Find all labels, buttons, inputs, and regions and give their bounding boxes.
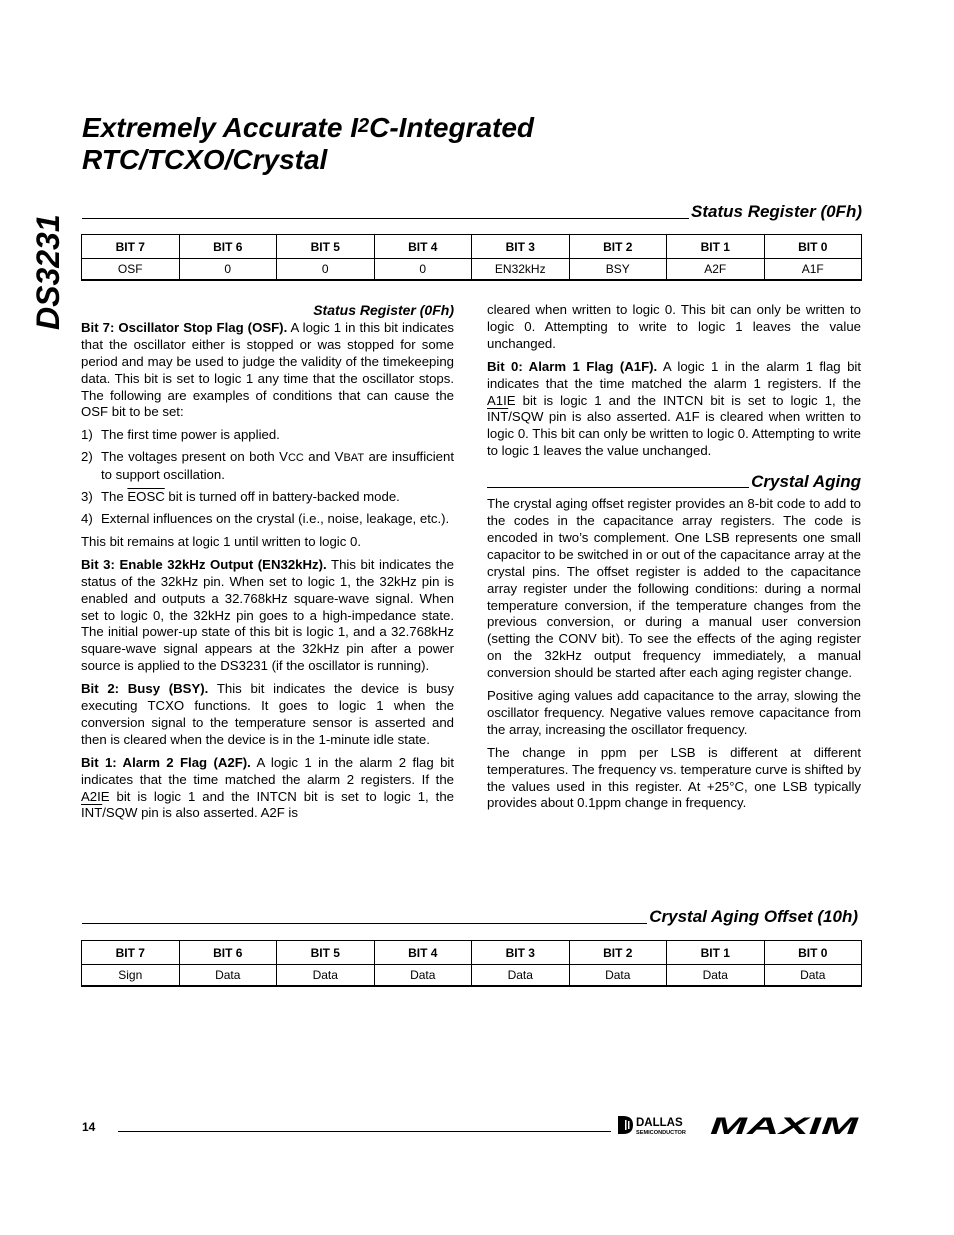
bit7-label: Bit 7: Oscillator Stop Flag (OSF). — [81, 319, 288, 335]
bit1-text-end: /SQW pin is also asserted. A2F is — [102, 805, 298, 821]
side-part-number: DS3231 — [30, 214, 66, 330]
heading-text: Crystal Aging Offset (10h) — [649, 907, 858, 926]
table-cell: 0 — [277, 259, 375, 280]
int-overline: $\overline{INT}$ — [487, 409, 509, 425]
bit2-label: Bit 2: Busy (BSY). — [81, 681, 209, 697]
list-item — [81, 427, 454, 444]
aging-offset-table — [81, 940, 862, 987]
semiconductor-wordmark: SEMICONDUCTOR — [636, 1130, 686, 1136]
status-register-subhead: Status Register (0Fh) — [313, 302, 454, 318]
bit2-text: This bit indicates the device is busy executing TCXO functions. It goes to logic 1 when the conversion signal to the temperature sensor is asserted and then is cleared when the device is in the 1-minute idle state. — [81, 681, 454, 747]
table-cell: Data — [667, 965, 765, 986]
eosc-overline: EOSC — [127, 489, 165, 505]
left-column — [81, 302, 454, 828]
heading-text: Status Register (0Fh) — [691, 202, 862, 221]
status-register-heading — [82, 202, 862, 222]
table-header-cell: BIT 1 — [667, 941, 765, 965]
table-cell: EN32kHz — [472, 259, 570, 280]
dallas-mark-icon — [618, 1116, 633, 1134]
bit0-label: Bit 0: Alarm 1 Flag (A1F). — [487, 358, 658, 374]
list-text-part: are insufficient to support oscillation. — [101, 449, 454, 483]
list-number: 1) — [81, 427, 93, 443]
table-cell: Data — [569, 965, 667, 986]
aging-paragraph-2: Positive aging values add capacitance to the array, slowing the oscillator frequency. Negative values remove capacitance from the array, increasing the oscillator frequency. — [487, 688, 861, 737]
list-text: The first time power is applied. — [101, 427, 280, 443]
bit1-text: A logic 1 in the alarm 2 flag bit indicates that the time matched the alarm 2 registers. If the A2IE bit is logic 1 and the INTCN bit is set to logic 1, the — [81, 754, 454, 804]
page-title — [82, 112, 534, 176]
list-number: 4) — [81, 510, 93, 526]
table-cell: Data — [179, 965, 277, 986]
aging-paragraph-3: The change in ppm per LSB is different at different temperatures. The frequency vs. temperature curve is shifted by the values used in this register. At +25°C, one LSB typically provides about 0.1ppm change in frequency. — [487, 744, 861, 811]
dallas-wordmark: DALLAS — [636, 1117, 683, 1129]
table-header-cell: BIT 4 — [374, 941, 472, 965]
osf-remains-paragraph: This bit remains at logic 1 until written to logic 0. — [81, 533, 361, 549]
table-cell: Sign — [82, 965, 180, 986]
table-header-cell: BIT 5 — [277, 941, 375, 965]
table-header-cell: BIT 0 — [764, 235, 862, 259]
table-cell: Data — [472, 965, 570, 986]
table-row — [82, 965, 862, 986]
table-header-cell: BIT 4 — [374, 235, 472, 259]
table-header-cell: BIT 7 — [82, 941, 180, 965]
table-header-cell: BIT 3 — [472, 235, 570, 259]
aging-paragraph-1: The crystal aging offset register provides an 8-bit code to add to the codes in the capacitance array registers. The code is encoded in two’s complement. One LSB represents one small capacitor to be switched in or out of the capacitance array at the crystal pins. The offset register is added to the capacitance array register under the following conditions: during a normal temperature conversion, if the temperature changes from the previous conversion, or during a manual user conversion (setting the CONV bit). To see the effects of the aging register on the 32kHz output frequency immediately, a manual conversion should be started after each aging register change. — [487, 496, 861, 681]
a2f-continued-paragraph: cleared when written to logic 0. This bit can only be written to logic 0. Attempting to write to logic 1 leaves the value unchanged. — [487, 302, 861, 351]
table-cell: 0 — [179, 259, 277, 280]
list-item — [81, 489, 454, 506]
title-line-2: RTC/TCXO/Crystal — [82, 144, 328, 175]
aging-offset-heading — [82, 907, 858, 927]
list-number: 3) — [81, 489, 93, 505]
table-row — [82, 259, 862, 280]
heading-rule — [82, 923, 647, 924]
crystal-aging-heading — [487, 474, 861, 491]
bit7-paragraph — [81, 320, 454, 421]
table-cell: BSY — [569, 259, 667, 280]
title-text-a: Extremely Accurate I — [82, 112, 358, 143]
heading-rule — [82, 218, 689, 219]
table-header-row — [82, 235, 862, 259]
dallas-semiconductor-logo — [617, 1113, 705, 1137]
bit3-paragraph — [81, 557, 454, 675]
table-cell: 0 — [374, 259, 472, 280]
vbat-subscript: BAT — [343, 452, 365, 465]
table-header-cell: BIT 7 — [82, 235, 180, 259]
bit0-text-end: /SQW pin is also asserted. A1F is cleared when written to logic 0. This bit can only be written to logic 0. Attempting to write to logic 1 leaves the value unchanged. — [487, 409, 861, 459]
list-text-part: and V — [303, 449, 344, 465]
table-cell: Data — [374, 965, 472, 986]
list-text: External influences on the crystal (i.e., noise, leakage, etc.). — [101, 510, 450, 526]
table-header-cell: BIT 6 — [179, 235, 277, 259]
table-cell: A2F — [667, 259, 765, 280]
title-superscript: 2 — [358, 115, 370, 137]
list-item — [81, 511, 454, 528]
right-column — [487, 302, 861, 818]
footer-rule — [118, 1131, 611, 1132]
table-header-cell: BIT 2 — [569, 235, 667, 259]
list-number: 2) — [81, 449, 93, 465]
status-register-table — [81, 234, 862, 281]
bit3-label: Bit 3: Enable 32kHz Output (EN32kHz). — [81, 556, 327, 572]
list-item — [81, 449, 454, 484]
list-text-part: The — [101, 489, 128, 505]
bit2-paragraph — [81, 681, 454, 749]
osf-conditions-list — [81, 427, 454, 528]
bit0-text: A logic 1 in the alarm 1 flag bit indicates that the time matched the alarm 1 registers. If the A1IE bit is logic 1 and the INTCN bit is set to logic 1, the — [487, 358, 861, 408]
heading-text: Crystal Aging — [751, 472, 861, 492]
table-header-cell: BIT 1 — [667, 235, 765, 259]
table-header-cell: BIT 3 — [472, 941, 570, 965]
heading-rule — [487, 487, 749, 488]
table-header-cell: BIT 2 — [569, 941, 667, 965]
bit3-text: This bit indicates the status of the 32kHz pin. When set to logic 1, the 32kHz pin is enabled and outputs a 32.768kHz square-wave signal. When set to logic 0, the 32kHz pin goes to a high-impedance state. The initial power-up state of this bit is logic 1, and a 32.768kHz square-wave signal appears at the 32kHz pin after a power source is applied to the DS3231 (if the oscillator is running). — [81, 556, 455, 674]
page-number: 14 — [82, 1120, 96, 1134]
table-header-row — [82, 941, 862, 965]
title-text-b: C-Integrated — [369, 112, 535, 143]
bit1-paragraph — [81, 755, 454, 823]
list-text — [101, 489, 454, 506]
int-overline: $\overline{INT}$ — [81, 805, 103, 821]
bit7-text: A logic 1 in this bit indicates that the oscillator either is stopped or was stopped for some period and may be used to judge the validity of the timekeeping data. This bit is set to logic 1 any time that the oscillator stops. The following are examples of conditions that can cause the OSF bit to be set: — [81, 319, 454, 420]
table-cell: Data — [277, 965, 375, 986]
list-text — [101, 449, 454, 484]
bit0-paragraph — [487, 359, 861, 460]
bit1-label: Bit 1: Alarm 2 Flag (A2F). — [81, 754, 251, 770]
title-line-1 — [82, 112, 534, 144]
vcc-subscript: CC — [287, 452, 304, 465]
list-text-part: The voltages present on both V — [101, 449, 288, 465]
maxim-wordmark: MAXIM — [710, 1113, 860, 1137]
table-header-cell: BIT 6 — [179, 941, 277, 965]
table-cell: OSF — [82, 259, 180, 280]
table-cell: A1F — [764, 259, 862, 280]
table-header-cell: BIT 0 — [764, 941, 862, 965]
table-header-cell: BIT 5 — [277, 235, 375, 259]
list-text-part: bit is turned off in battery-backed mode. — [164, 489, 400, 505]
maxim-logo — [708, 1113, 860, 1137]
table-cell: Data — [764, 965, 862, 986]
